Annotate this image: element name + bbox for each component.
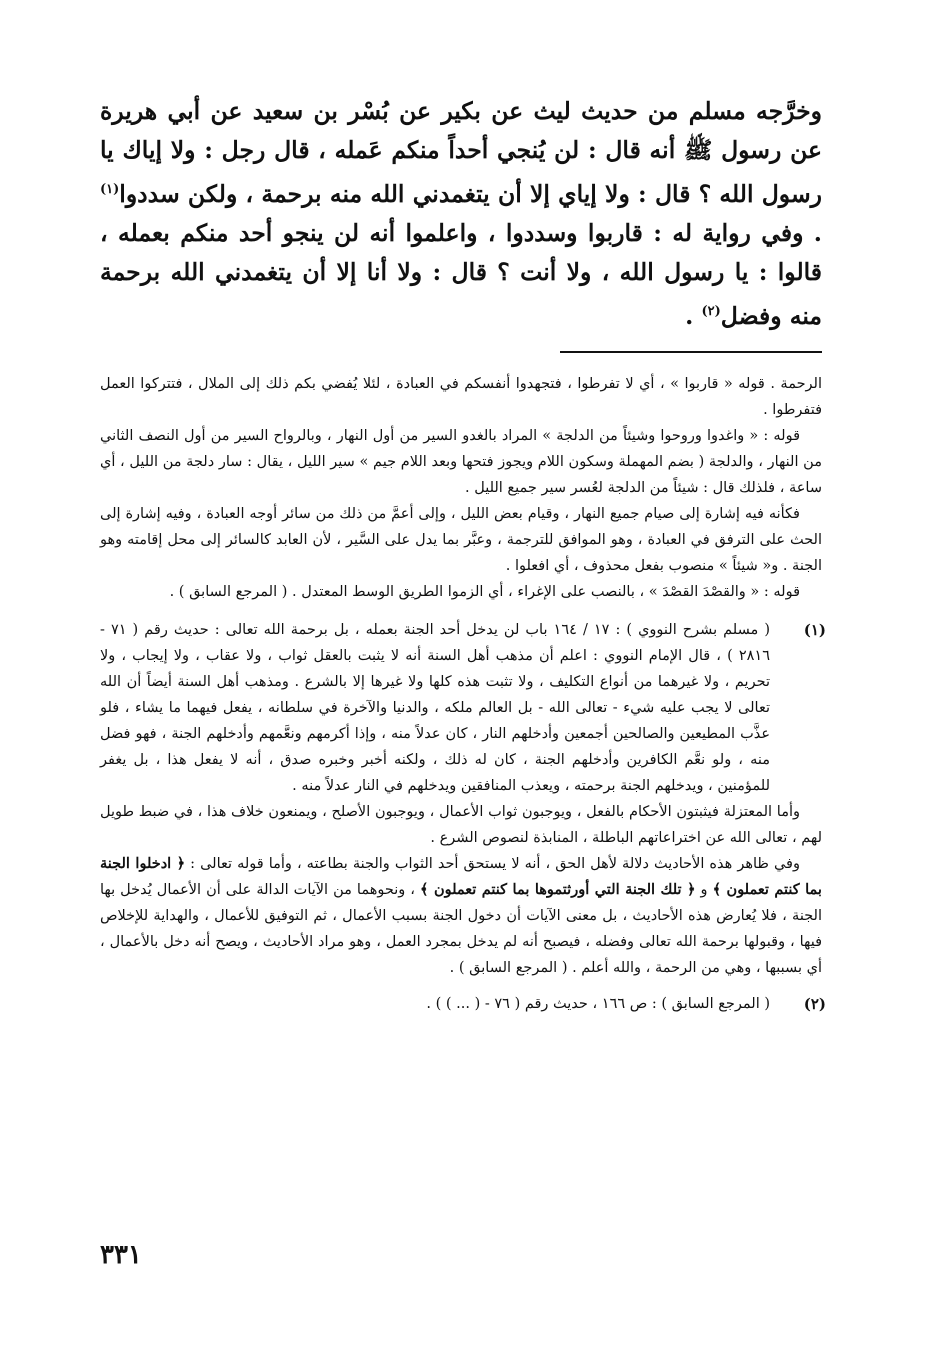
page-content: [100, 92, 826, 1017]
quran-quote: ﴿ ادخلوا الجنة بما كنتم تعملون ﴾: [100, 854, 822, 898]
footnote-1-paragraph: وفي ظاهر هذه الأحاديث دلالة لأهل الحق ، أنه لا يستحق أحد الثواب والجنة بطاعته ، وأما قوله تعالى : ﴿ ادخلوا الجنة بما كنتم تعملون ﴾ و ﴿ تلك الجنة التي أورثتموها بما كنتم تعملون ﴾ ، ونحوهما من الآيات الدالة على أن الأعمال يُدخل بها الجنة ، فلا يُعارض هذه الأحاديث ، بل معنى الآيات أن دخول الجنة بسبب الأعمال ، ثم التوفيق للأعمال ، والهداية للإخلاص فيها ، وقبولها برحمة الله تعالى وفضله ، فيصبح أنه لم يدخل بمجرد العمل ، وهو مراد الأحاديث ، ويصح أنه دخل بالأعمال ، أي بسببها ، وهي من الرحمة ، والله أعلم . ( المرجع السابق ) .: [100, 854, 823, 976]
footnote-2-number: (٢): [803, 994, 826, 1013]
note-paragraph: فكأنه فيه إشارة إلى صيام جميع النهار ، وقيام بعض الليل ، وإلى أعمَّ من ذلك من سائر أوجه العبادة ، وفيه إشارة إلى الحث على الترفق في العبادة ، وهو الموافق للترجمة ، وعبَّر بما يدل على السَّير ، لأن العابد كالسائر إلى محل إقامته وهو الجنة . و« شيئاً » منصوب بفعل محذوف ، أي افعلوا .: [100, 505, 822, 574]
footnote-1: [100, 617, 826, 981]
main-paragraph: وخرَّجه مسلم من حديث ليث عن بكير عن بُسْر بن سعيد عن أبي هريرة عن رسول ﷺ أنه قال : لن يُنجي أحداً منكم عَمله ، قال رجل : ولا إياك يا رسول الله ؟ قال : ولا إياي إلا أن يتغمدني الله منه برحمة ، ولكن سددوا$^{(١)}$ . وفي رواية له : قاربوا وسددوا ، واعلموا أنه لن ينجو أحد منكم بعمله ، قالوا : يا رسول الله ، ولا أنت ؟ قال : ولا أنا إلا أن يتغمدني الله برحمة منه وفضل$^{(٢)}$ .: [100, 97, 822, 330]
footnote-ref-1[interactable]: (١): [100, 182, 120, 197]
continued-note: [100, 371, 822, 605]
footnote-2-text: ( المرجع السابق ) : ص ١٦٦ ، حديث رقم ( ٧٦ - ( ... ) ) .: [426, 995, 770, 1012]
footnote-separator: [560, 351, 822, 353]
footnote-2: [100, 991, 826, 1017]
note-paragraph: قوله : « والقصْدَ القصْدَ » ، بالنصب على الإغراء ، أي الزموا الطريق الوسط المعتدل . ( المرجع السابق ) .: [169, 583, 800, 600]
main-hadith-text: [100, 92, 822, 336]
footnote-ref-2[interactable]: (٢): [701, 303, 721, 319]
footnote-1-paragraph: وأما المعتزلة فيثبتون الأحكام بالفعل ، ويوجبون ثواب الأعمال ، ويوجبون الأصلح ، ويمنعون خلاف هذا ، في ضبط طويل لهم ، تعالى الله عن اختراعاتهم الباطلة ، المنابذة لنصوص الشرع .: [100, 803, 822, 846]
page-number: ٣٣١: [100, 1240, 142, 1270]
footnote-1-number: (١): [803, 620, 826, 639]
note-paragraph: الرحمة . قوله « قاربوا » ، أي لا تفرطوا ، فتجهدوا أنفسكم في العبادة ، لئلا يُفضي بكم ذلك إلى الملال ، فتتركوا العمل فتفرطوا .: [100, 375, 822, 418]
note-paragraph: قوله : « واغدوا وروحوا وشيئاً من الدلجة » المراد بالغدو السير من أول النهار ، وبالرواح السير من أول النصف الثاني من النهار ، والدلجة ( بضم المهملة وسكون اللام ويجوز فتحها وبعد اللام جيم » سير الليل ، يقال : سار دلجة من الليل ، أي ساعة ، فلذلك قال : شيئاً من الدلجة لعُسر سير جميع الليل .: [100, 427, 822, 496]
quran-quote: ﴿ تلك الجنة التي أورثتموها بما كنتم تعملون ﴾: [420, 880, 696, 898]
footnote-1-paragraph: ( مسلم بشرح النووي ) : ١٧ / ١٦٤ باب لن يدخل أحد الجنة بعمله ، بل برحمة الله تعالى : حديث رقم ( ٧١ - ٢٨١٦ ) ، قال الإمام النووي : اعلم أن مذهب أهل السنة أنه لا يثبت بالعقل ثواب ، ولا عقاب ، ولا إيجاب ، ولا تحريم ، ولا غيرهما من أنواع التكليف ، ولا تثبت هذه كلها ولا غيرها إلا بالشرع . ومذهب أهل السنة أيضاً أن الله تعالى لا يجب عليه شيء - تعالى الله - بل العالم ملكه ، والدنيا والآخرة في سلطانه ، يفعل فيهما ما يشاء ، فلو عذَّب المطيعين والصالحين أجمعين وأدخلهم النار ، كان عدلاً منه ، وإذا أكرمهم ونعَّمهم وأدخلهم الجنة ، فهو فضل منه ، ولو نعَّم الكافرين وأدخلهم الجنة ، كان له ذلك ، ولكنه أخبر وخبره صدق ، أنه لا يفعل هذا ، بل يغفر للمؤمنين ، ويدخلهم الجنة برحمته ، ويعذب المنافقين ويدخلهم في النار عدلاً منه .: [100, 621, 770, 794]
footnotes-section: [100, 371, 826, 1017]
